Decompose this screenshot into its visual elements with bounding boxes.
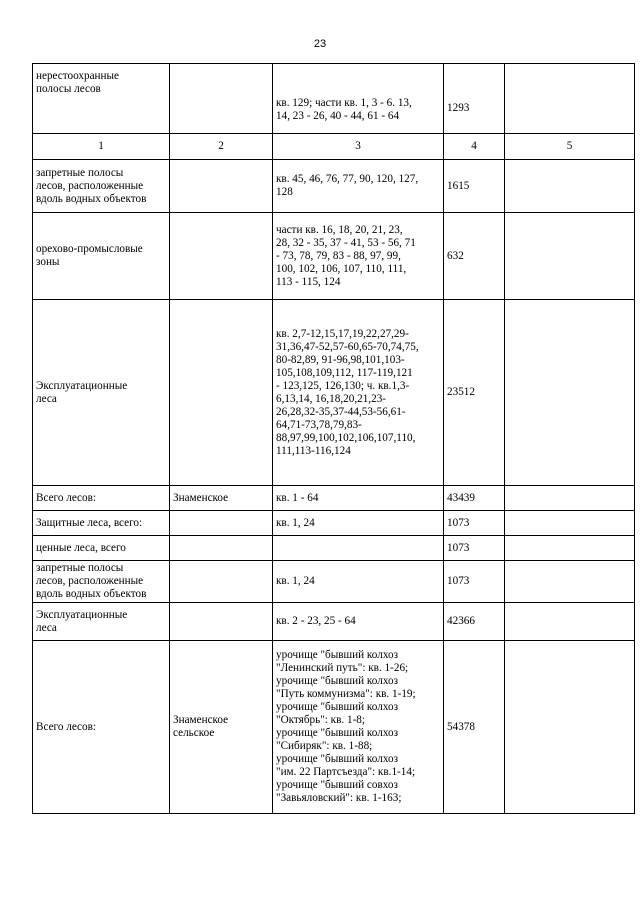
cell-quarters: кв. 45, 46, 76, 77, 90, 120, 127, 128 [273,160,444,213]
table-row [33,160,635,213]
cell-area: 1073 [444,511,505,536]
cell-area: 1293 [444,64,505,134]
table-row [33,511,635,536]
table-row [33,561,635,603]
cell-name [170,536,273,561]
cell-name: Знаменское [170,486,273,511]
cell-name [170,300,273,486]
cell-name [170,511,273,536]
cell-name [170,64,273,134]
cell-category: орехово-промысловые зоны [33,213,170,300]
cell-note [505,64,635,134]
cell-quarters: кв. 1, 24 [273,511,444,536]
cell-note [505,213,635,300]
cell-quarters: кв. 1, 24 [273,561,444,603]
cell-area: 23512 [444,300,505,486]
cell-note [505,536,635,561]
cell-note [505,603,635,641]
table-row [33,213,635,300]
cell-note [505,511,635,536]
cell-category: Защитные леса, всего: [33,511,170,536]
cell-name: Знаменское сельское [170,641,273,814]
forest-table [32,63,635,814]
cell-name [170,603,273,641]
cell-area: 632 [444,213,505,300]
cell-quarters [273,536,444,561]
cell-name [170,160,273,213]
cell-category: запретные полосы лесов, расположенные вдоль водных объектов [33,561,170,603]
cell-quarters: урочище "бывший колхоз "Ленинский путь": кв. 1-26; урочище "бывший колхоз "Путь коммунизма": кв. 1-19; урочище "бывший колхоз "Октябрь": кв. 1-8; урочище "бывший колхоз "Сибиряк": кв. 1-88; урочище "бывший колхоз "им. 22 Партсъезда": кв.1-14; урочище "бывший совхоз "Завьяловский": кв. 1-163; [273,641,444,814]
cell-note [505,561,635,603]
cell-area: 1615 [444,160,505,213]
cell-name [170,561,273,603]
cell-quarters: кв. 1 - 64 [273,486,444,511]
cell-note [505,160,635,213]
column-number-1: 1 [33,134,170,160]
cell-note [505,486,635,511]
cell-area: 42366 [444,603,505,641]
cell-area: 1073 [444,561,505,603]
cell-note [505,300,635,486]
cell-area: 1073 [444,536,505,561]
column-number-3: 3 [273,134,444,160]
table-row [33,300,635,486]
cell-quarters: кв. 2,7-12,15,17,19,22,27,29- 31,36,47-52,57-60,65-70,74,75, 80-82,89, 91-96,98,101,103- 105,108,109,112, 117-119,121 - 123,125, 126,130; ч. кв.1,3- 6,13,14, 16,18,20,21,23- 26,28,32-35,37-44,53-56,61- 64,71-73,78,79,83- 88,97,99,100,102,106,107,110, 111,113-116,124 [273,300,444,486]
cell-category: Всего лесов: [33,486,170,511]
table-row [33,603,635,641]
header-row [33,134,635,160]
column-number-5: 5 [505,134,635,160]
cell-name [170,213,273,300]
cell-area: 43439 [444,486,505,511]
cell-quarters: кв. 2 - 23, 25 - 64 [273,603,444,641]
cell-category: Эксплуатационные леса [33,300,170,486]
table-row [33,486,635,511]
table-row [33,64,635,134]
cell-category: ценные леса, всего [33,536,170,561]
cell-category: нерестоохранные полосы лесов [33,64,170,134]
cell-quarters: кв. 129; части кв. 1, 3 - 6. 13, 14, 23 - 26, 40 - 44, 61 - 64 [273,64,444,134]
cell-note [505,641,635,814]
cell-area: 54378 [444,641,505,814]
table-row [33,641,635,814]
column-number-4: 4 [444,134,505,160]
column-number-2: 2 [170,134,273,160]
cell-category: запретные полосы лесов, расположенные вдоль водных объектов [33,160,170,213]
cell-category: Эксплуатационные леса [33,603,170,641]
cell-category: Всего лесов: [33,641,170,814]
page-number: 23 [313,38,327,50]
table-row [33,536,635,561]
cell-quarters: части кв. 16, 18, 20, 21, 23, 28, 32 - 35, 37 - 41, 53 - 56, 71 - 73, 78, 79, 83 - 88, 97, 99, 100, 102, 106, 107, 110, 111, 113 - 115, 124 [273,213,444,300]
